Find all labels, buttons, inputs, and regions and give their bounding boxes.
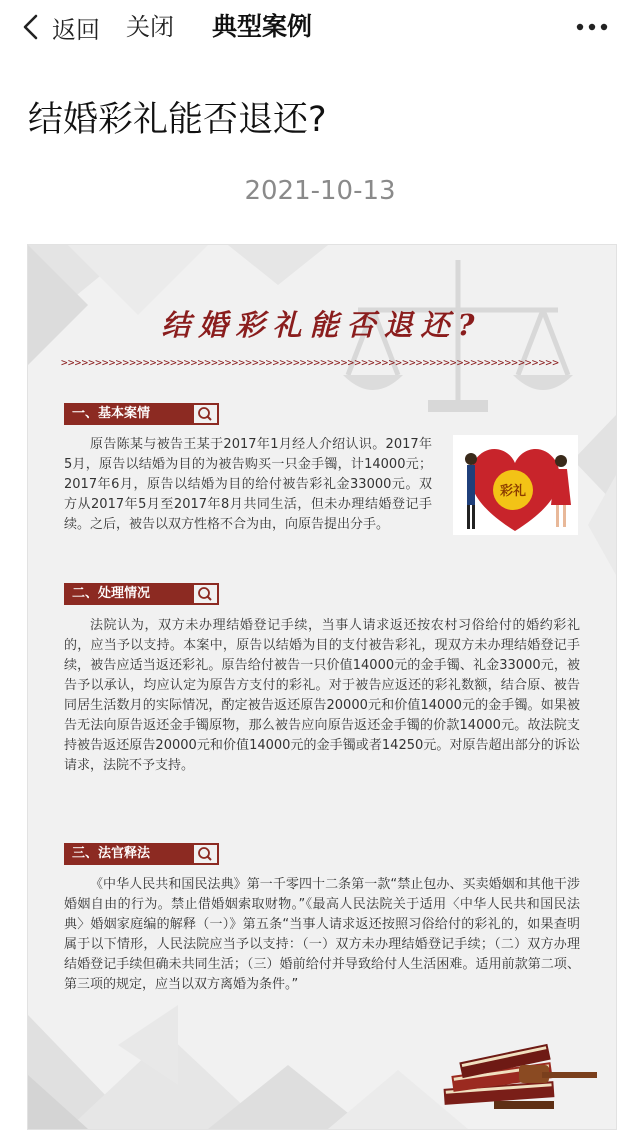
page-title: 典型案例 [212, 12, 313, 41]
magnifier-icon-box [192, 583, 219, 605]
section-heading-basic-facts [64, 403, 219, 425]
top-nav-bar [0, 0, 640, 56]
more-dots-icon [572, 14, 612, 40]
section-heading-label: 二、处理情况 [64, 583, 192, 605]
back-label: 返回 [52, 15, 100, 44]
article-poster-image [27, 244, 617, 1130]
section-judge-explanation-text: 《中华人民共和国民法典》第一千零四十二条第一款“禁止包办、买卖婚姻和其他干涉婚姻自由的行为。禁止借婚姻索取财物。”《最高人民法院关于适用〈中华人民共和国民法典〉婚姻家庭编的解释（一）》第五条“当事人请求返还按照习俗给付的彩礼的，如果查明属于以下情形，人民法院应当予以支持：（一）双方未办理结婚登记手续；（二）双方办理结婚登记手续但确未共同生活；（三）婚前给付并导致给付人生活困难。适用前款第二项、第三项的规定，应当以双方离婚为条件。” [64, 877, 580, 992]
section-basic-facts-text: 原告陈某与被告王某于2017年1月经人介绍认识。2017年5月，原告以结婚为目的为被告购买一只金手镯，计14000元；2017年6月，原告以结婚为目的给付被告彩礼金33000元。双方从2017年5月至2017年8月共同生活，但未办理结婚登记手续。之后，被告以双方性格不合为由，向原告提出分手。 [64, 437, 432, 532]
section-heading-judge-explanation [64, 843, 219, 865]
section-heading-label: 一、基本案情 [64, 403, 192, 425]
article-date: 2021-10-13 [244, 176, 396, 206]
close-button[interactable]: 关闭 [126, 13, 174, 41]
magnifier-icon [194, 845, 217, 863]
couple-heart-illustration [453, 435, 578, 535]
article-title: 结婚彩礼能否退还? [28, 100, 327, 140]
section-heading-handling [64, 583, 219, 605]
section-heading-label: 三、法官释法 [64, 843, 192, 865]
magnifier-icon-box [192, 843, 219, 865]
chevron-left-icon [20, 14, 42, 40]
section-handling-text: 法院认为，双方未办理结婚登记手续，当事人请求返还按农村习俗给付的婚约彩礼的，应当予以支持。本案中，原告以结婚为目的支付被告彩礼，现双方未办理结婚登记手续，被告应适当返还彩礼。原告给付被告一只价值14000元的金手镯、礼金33000元，被告予以承认，均应认定为原告方支付的彩礼。对于被告应返还的彩礼数额，结合原、被告同居生活数月的实际情况，酌定被告返还原告20000元和价值14000元的金手镯。如果被告无法向原告返还金手镯原物，那么被告应向原告返还金手镯的价款14000元。故法院支持被告返还原告20000元和价值14000元的金手镯或者14250元。对原告超出部分的诉讼请求，法院不予支持。 [64, 618, 580, 773]
chevron-divider: >>>>>>>>>>>>>>>>>>>>>>>>>>>>>>>>>>>>>>>>>>>>>>>>>>>>>>>>>>>>>>>>>>>>>>>>> [61, 356, 560, 369]
illustration-text: 彩礼 [499, 484, 527, 499]
magnifier-icon-box [192, 403, 219, 425]
more-options-button[interactable] [572, 14, 612, 40]
magnifier-icon [194, 405, 217, 423]
magnifier-icon [194, 585, 217, 603]
law-books-gavel-illustration [424, 1035, 604, 1115]
poster-title: 结婚彩礼能否退还? [161, 308, 483, 342]
back-button[interactable] [20, 9, 110, 45]
